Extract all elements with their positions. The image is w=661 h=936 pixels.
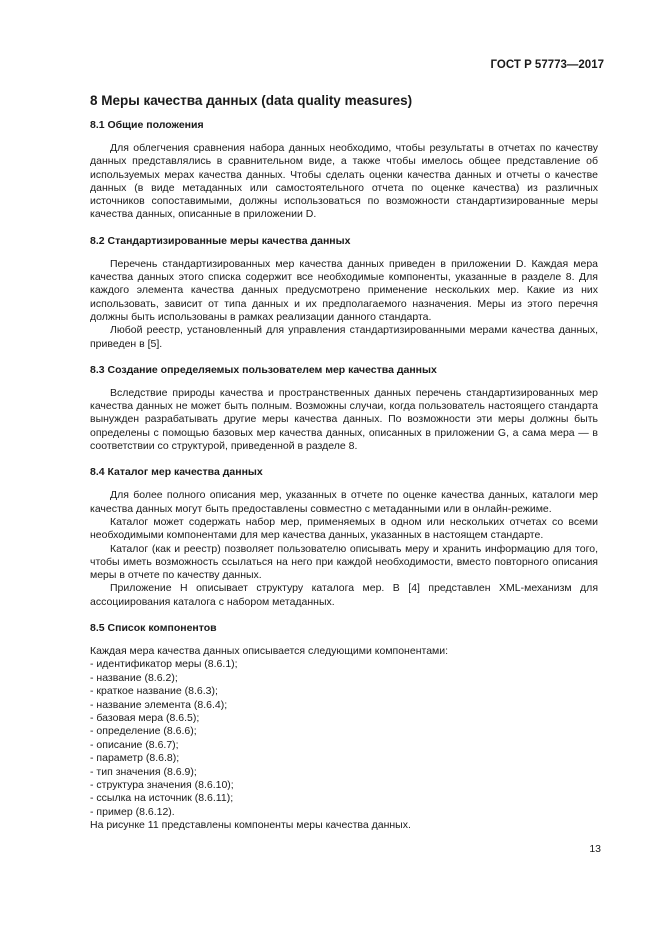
subsection-title-8-2: 8.2 Стандартизированные меры качества данных <box>90 234 351 247</box>
list-item: - описание (8.6.7); <box>90 738 179 751</box>
section-title: 8 Меры качества данных (data quality measures) <box>90 93 413 108</box>
list-item: - пример (8.6.12). <box>90 805 175 818</box>
paragraph: Для более полного описания мер, указанных в отчете по оценке качества данных, каталоги мер качества данных могут быть предоставлены совместно с метаданными или в онлайн-режиме. <box>90 489 598 515</box>
section-8-4 <box>90 466 598 609</box>
section-8-2 <box>90 235 598 351</box>
list-item: - название элемента (8.6.4); <box>90 698 228 711</box>
list-item: - параметр (8.6.8); <box>90 752 180 765</box>
list-outro: На рисунке 11 представлены компоненты меры качества данных. <box>90 819 411 832</box>
paragraph: Приложение H описывает структуру каталога мер. В [4] представлен XML-механизм для ассоциирования каталога с набором метаданных. <box>90 582 598 608</box>
list-item: - идентификатор меры (8.6.1); <box>90 658 238 671</box>
list-item: - краткое название (8.6.3); <box>90 685 218 698</box>
document-header: ГОСТ Р 57773—2017 <box>490 59 604 71</box>
list-item: - определение (8.6.6); <box>90 725 197 738</box>
section-8-5 <box>90 622 598 832</box>
page-number: 13 <box>589 843 601 855</box>
list-item: - базовая мера (8.6.5); <box>90 711 200 724</box>
section-8-1 <box>90 119 598 222</box>
paragraph: Любой реестр, установленный для управления стандартизированными мерами качества данных, приведен в [5]. <box>90 324 598 350</box>
list-item: - ссылка на источник (8.6.11); <box>90 792 234 805</box>
list-intro: Каждая мера качества данных описывается следующими компонентами: <box>90 645 449 658</box>
page-content <box>90 93 598 845</box>
subsection-title-8-1: 8.1 Общие положения <box>90 119 204 131</box>
component-list <box>90 658 598 819</box>
list-item: - название (8.6.2); <box>90 671 178 684</box>
section-8-3 <box>90 364 598 453</box>
subsection-title-8-3: 8.3 Создание определяемых пользователем мер качества данных <box>90 363 437 376</box>
subsection-title-8-4: 8.4 Каталог мер качества данных <box>90 466 263 479</box>
paragraph: Каталог (как и реестр) позволяет пользователю описывать меру и хранить информацию для того, чтобы иметь возможность ссылаться на него при каждой необходимости, вместо повторного описания меры в отчете по качеству данных. <box>90 542 598 582</box>
paragraph: Вследствие природы качества и пространственных данных перечень стандартизированных мер качества данных не может быть полным. Возможны случаи, когда пользователь настоящего стандарта вынужден разрабатывать другие меры качества данных. По возможности эти меры должны быть определены с помощью базовых мер качества данных, описанных в приложении G, а сама мера — в соответствии со структурой, приведенной в разделе 8. <box>90 386 598 453</box>
paragraph: Каталог может содержать набор мер, применяемых в одном или нескольких отчетах со всеми необходимыми компонентами для мер качества данных, указанных в настоящем стандарте. <box>90 515 598 542</box>
paragraph: Для облегчения сравнения набора данных необходимо, чтобы результаты в отчетах по качеству данных представлялись в сравнительном виде, а также чтобы имелось общее представление об используемых мерах качества данных. Чтобы сделать оценки качества данных и отчеты о качестве данных (в виде метаданных или самостоятельного отчета по оценке качества) из различных источников сопоставимыми, должны использоваться по возможности стандартизированные меры качества данных, описанные в приложении D. <box>90 142 598 221</box>
list-item: - структура значения (8.6.10); <box>90 778 234 791</box>
subsection-title-8-5: 8.5 Список компонентов <box>90 622 217 635</box>
paragraph: Перечень стандартизированных мер качества данных приведен в приложении D. Каждая мера качества данных этого списка содержит все необходимые компоненты, указанные в разделе 8. Для каждого элемента качества данных предусмотрено применение нескольких мер. Какие из них использовать, зависит от типа данных и их предполагаемого назначения. Меры из этого перечня должны быть использованы в рамках реализации данного стандарта. <box>90 257 598 323</box>
list-item: - тип значения (8.6.9); <box>90 765 197 778</box>
